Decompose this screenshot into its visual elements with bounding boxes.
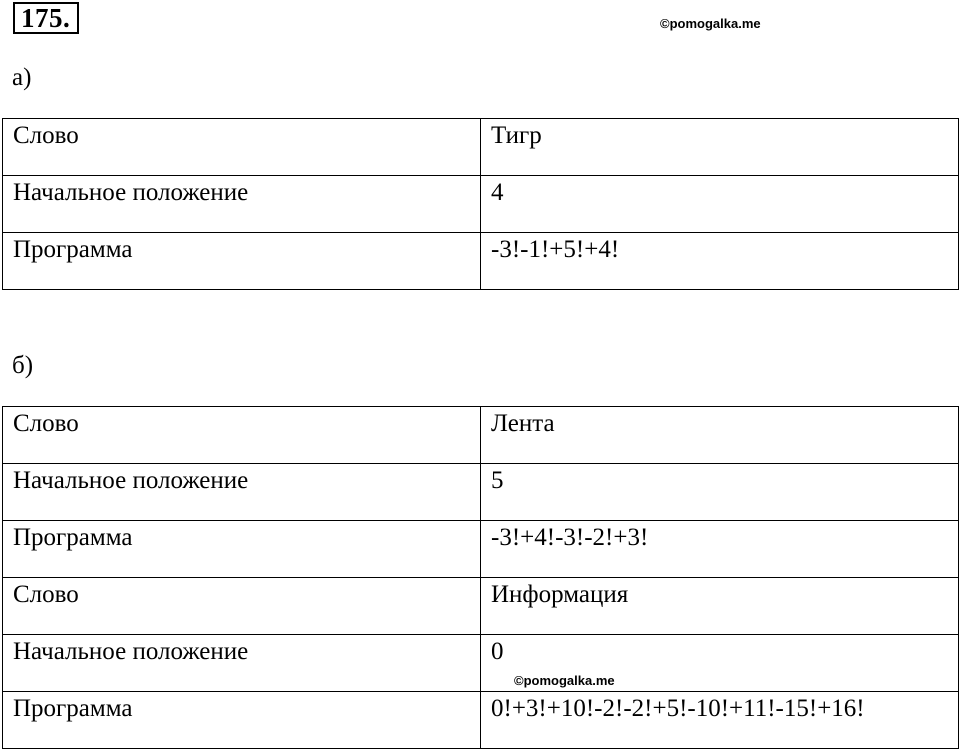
part-a-label: а) <box>12 64 32 91</box>
row-key: Программа <box>3 521 481 578</box>
table-row <box>3 692 959 749</box>
table-row <box>3 176 959 233</box>
table-row <box>3 578 959 635</box>
watermark-top: ©pomogalka.me <box>660 16 761 31</box>
row-value: -3!+4!-3!-2!+3! <box>481 521 959 578</box>
row-key: Слово <box>3 578 481 635</box>
table-part-a <box>2 118 959 290</box>
table-row <box>3 233 959 290</box>
row-key: Слово <box>3 119 481 176</box>
row-key: Программа <box>3 233 481 290</box>
row-key: Начальное положение <box>3 176 481 233</box>
table-row <box>3 521 959 578</box>
row-key: Слово <box>3 407 481 464</box>
task-number: 175. <box>13 2 79 34</box>
table-row <box>3 635 959 692</box>
row-value: 0!+3!+10!-2!-2!+5!-10!+11!-15!+16! <box>481 692 959 749</box>
row-value: 0 <box>481 635 959 692</box>
row-key: Программа <box>3 692 481 749</box>
table-row <box>3 407 959 464</box>
part-b-label: б) <box>12 352 34 379</box>
row-key: Начальное положение <box>3 464 481 521</box>
table-row <box>3 119 959 176</box>
row-value: Лента <box>481 407 959 464</box>
row-value: 4 <box>481 176 959 233</box>
row-value: -3!-1!+5!+4! <box>481 233 959 290</box>
table-row <box>3 464 959 521</box>
row-key: Начальное положение <box>3 635 481 692</box>
watermark-bottom: ©pomogalka.me <box>514 673 615 688</box>
row-value: Тигр <box>481 119 959 176</box>
row-value: Информация <box>481 578 959 635</box>
row-value: 5 <box>481 464 959 521</box>
table-part-b <box>2 406 959 749</box>
